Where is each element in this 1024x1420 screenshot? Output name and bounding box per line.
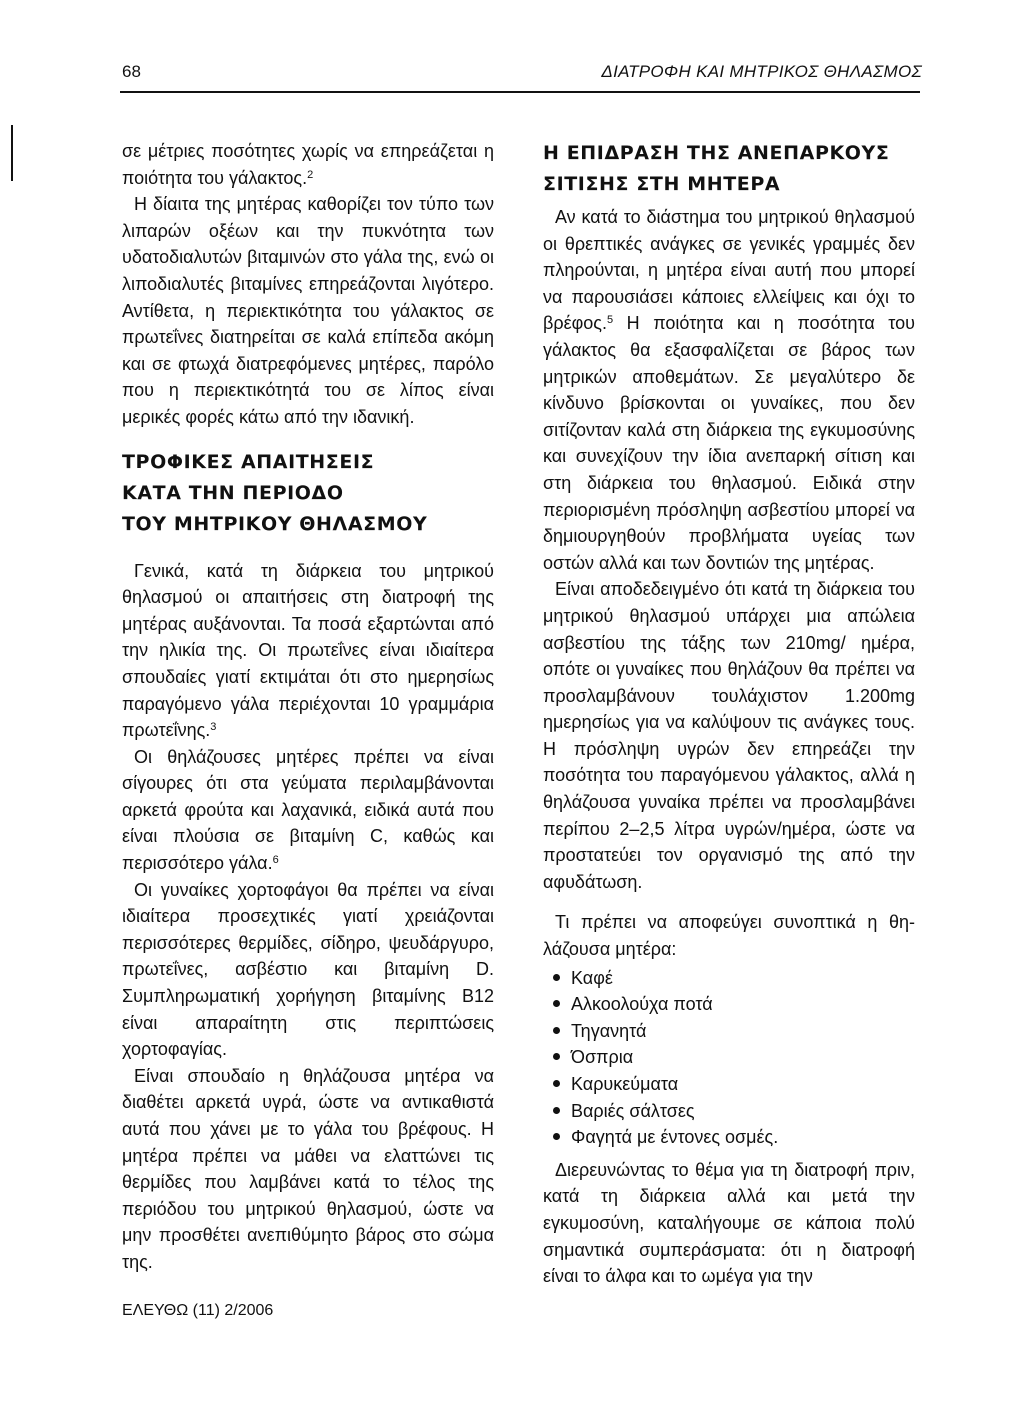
paragraph — [122, 558, 494, 744]
heading-line: ΤΟΥ ΜΗΤΡΙΚΟΥ ΘΗΛΑΣΜΟΥ — [122, 512, 428, 535]
citation-ref: 5 — [606, 314, 614, 327]
citation-ref: 6 — [272, 854, 279, 867]
heading-line: ΣΙΤΙΣΗΣ ΣΤΗ ΜΗΤΕΡΑ — [543, 173, 781, 195]
avoid-list — [543, 965, 915, 1151]
list-item: Αλκοολούχα ποτά — [553, 991, 915, 1018]
paragraph: Διερευνώντας το θέμα για τη διατροφή πριν, κατά τη διάρκεια αλλά και μετά την εγκυμοσύνη, καταλήγουμε σε κάποια πολύ σημαντικά συμπεράσματα: ότι η διατροφή είναι το άλφα και το ωμέγα για την — [543, 1159, 915, 1287]
paragraph-text: Η ποιότητα και η ποσότητα του γάλακτος θα εξασφαλίζεται σε βάρος των μητρικών αποθεμάτων. Σε μεγαλύτερο δε κίνδυνο βρίσκονται οι γυναίκες, που δεν σιτίζονταν καλά στη διάρκεια της εγκυμοσύνης και συνεχίζουν την ίδια ανεπαρκή σίτιση και στη διάρκεια του θηλασμού. Ειδικά στην περιορισμένη πρόσληψη ασβεστίου μπορεί να δημιουργηθούν προβλήματα υγείας των οστών αλλά και των δοντιών της μητέρας. — [543, 313, 915, 573]
spacer — [543, 895, 915, 909]
header-divider — [120, 91, 920, 93]
section-heading — [543, 138, 915, 200]
footer-issue: ΕΛΕΥΘΩ (11) 2/2006 — [122, 1302, 274, 1319]
right-column — [543, 138, 915, 1290]
heading-line: ΚΑΤΑ ΤΗΝ ΠΕΡΙΟΔΟ — [122, 481, 344, 504]
spacer — [122, 431, 494, 447]
running-title: ΔΙΑΤΡΟΦΗ ΚΑΙ ΜΗΤΡΙΚΟΣ ΘΗΛΑΣΜΟΣ — [601, 62, 922, 81]
paragraph — [122, 744, 494, 877]
page-number: 68 — [122, 62, 141, 81]
spacer — [122, 540, 494, 558]
paragraph-text: Αν κατά το διάστημα του μητρικού θηλασμού οι θρεπτικές ανάγκες σε γενικές γραμμές δεν πληρούνται, η μητέρα είναι αυτή που μπορεί να παρουσιάσει κάποιες ελλείψεις και όχι το βρέφος. — [543, 207, 915, 334]
paragraph-text: Οι θηλάζουσες μητέρες πρέπει να είναι σίγουρες ότι στα γεύματα περιλαμβάνονται αρκετά φρούτα και λαχανικά, ειδικά αυτά που είναι πλούσια σε βιταμίνη C, καθώς και περισσότερο γάλα. — [122, 746, 494, 874]
paragraph — [543, 204, 915, 576]
list-item: Φαγητά με έντονες οσμές. — [553, 1124, 915, 1151]
citation-ref: 2 — [307, 168, 314, 181]
list-item: Τηγανητά — [553, 1018, 915, 1045]
paragraph: Η δίαιτα της μητέρας καθορίζει τον τύπο των λιπαρών οξέων και την πυκνότητα των υδατοδιαλυτών βιταμινών στο γάλα της, ενώ οι λιποδιαλυτές βιταμίνες επηρεάζονται λιγότερο. Αντίθετα, η περιεκτικότητα του γάλακτος σε πρωτεΐνες διατηρείται σε καλά επίπεδα ακόμη και σε φτωχά διατρεφόμενες μητέρες, παρόλο που η περιεκτικότητά του σε λίπος είναι μερικές φορές κάτω από την ιδανική. — [122, 194, 494, 427]
paragraph — [122, 138, 494, 191]
left-column — [122, 138, 494, 1276]
heading-line: Η ΕΠΙΔΡΑΣΗ ΤΗΣ ΑΝΕΠΑΡΚΟΥΣ — [543, 142, 890, 164]
paragraph: Οι γυναίκες χορτοφάγοι θα πρέπει να είναι ιδιαίτερα προσεχτικές γιατί χρειάζονται περισσότερες θερμίδες, σίδηρο, ψευδάργυρο, πρωτεΐνες, ασβέστιο και βιταμίνη D. Συμπληρωματική χορήγηση βιταμίνης Β12 είναι απαραίτητη στις περιπτώσεις χορτοφαγίας. — [122, 879, 494, 1060]
heading-line: ΤΡΟΦΙΚΕΣ ΑΠΑΙΤΗΣΕΙΣ — [122, 450, 375, 473]
list-item: Όσπρια — [553, 1044, 915, 1071]
section-heading — [122, 447, 494, 540]
list-item: Βαριές σάλτσες — [553, 1098, 915, 1125]
paragraph-text: Γενικά, κατά τη διάρκεια του μητρικού θηλασμού οι απαιτήσεις στη διατροφή της μητέρας αυξάνονται. Τα ποσά εξαρτώνται από την ηλικία της. Οι πρωτεΐνες είναι ιδιαίτερα σπουδαίες γιατί εκτιμάται ότι στο ημερησίως παραγόμενο γάλα περιέχονται 10 γραμμάρια πρωτεΐνης. — [122, 560, 494, 741]
paragraph: Είναι αποδεδειγμένο ότι κατά τη διάρκεια του μητρικού θηλασμού υπάρχει μια απώλεια ασβεστίου της τάξης των 210mg/ ημέρα, οπότε οι γυναίκες που θηλάζουν θα πρέπει να προσλαμβάνουν τουλάχιστον 1.200mg ημερησίως για να καλύψουν τις ανάγκες τους. Η πρόσληψη υγρών δεν επηρεάζει την ποσότητα του παραγόμενου γάλακτος, αλλά η θηλάζουσα γυναίκα πρέπει να προσλαμβάνει περίπου 2–2,5 λίτρα υγρών/ημέρα, ώστε να προστατεύει τον οργανισμό της από την αφυδάτωση. — [543, 579, 915, 892]
citation-ref: 3 — [210, 721, 217, 734]
margin-mark — [11, 125, 13, 181]
list-item: Καρυκεύματα — [553, 1071, 915, 1098]
list-item: Καφέ — [553, 965, 915, 992]
paragraph-text: σε μέτριες ποσότητες χωρίς να επηρεάζεται η ποιότητα του γάλακτος. — [122, 141, 494, 188]
paragraph: Είναι σπουδαίο η θηλάζουσα μητέρα να διαθέτει αρκετά υγρά, ώστε να αντικαθιστά αυτά που χάνει με το γάλα του βρέφους. Η μητέρα πρέπει να μάθει να ελαττώνει τις θερμίδες που λαμβάνει κατά το τέλος της περιόδου του μητρικού θηλασμού, ώστε να μην προσθέτει ανεπιθύμητο βάρος στο σώμα της. — [122, 1065, 494, 1272]
paragraph: Τι πρέπει να αποφεύγει συνοπτικά η θηλάζουσα μητέρα: — [543, 912, 915, 960]
